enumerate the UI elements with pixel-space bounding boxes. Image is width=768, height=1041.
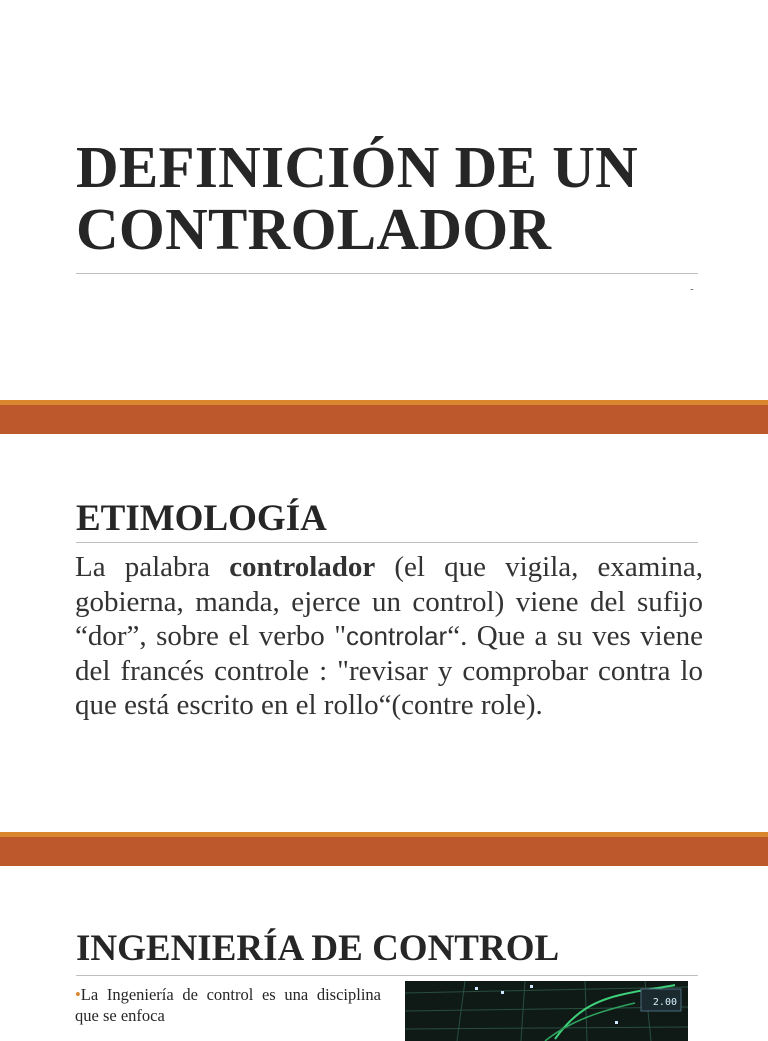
slide-title (0, 0, 768, 400)
heading-divider (76, 975, 698, 976)
etymology-paragraph (75, 550, 703, 723)
title-line-1: DEFINICIÓN DE UN (76, 134, 639, 200)
control-panel-illustration (405, 981, 688, 1041)
readout-value: 2.00 (652, 997, 677, 1008)
slide-ingenieria (0, 866, 768, 1024)
text-run: (el que vigila, examina, gobierna, manda, ejerce un control) viene del sufijo “dor”, sobre el verbo " (75, 551, 704, 653)
text-run: “. Que a su ves viene del francés controle : "revisar y comprobar contra lo que está escrito en el rollo“(contre role). (75, 620, 703, 722)
control-panel-photo (405, 981, 688, 1041)
section-heading: ETIMOLOGÍA (76, 498, 327, 539)
heading-divider (76, 542, 698, 543)
bullet-text: La Ingeniería de control es una disciplina que se enfoca (75, 985, 381, 1025)
text-run: La palabra (75, 551, 230, 583)
title-line-2: CONTROLADOR (76, 196, 552, 262)
bullet-paragraph (75, 984, 381, 1026)
verb-term: controlar (346, 621, 448, 652)
slide-etimologia (0, 434, 768, 832)
page-title (76, 136, 638, 260)
bullet-icon: • (75, 985, 81, 1004)
title-divider (76, 273, 698, 274)
slide-separator-band (0, 832, 768, 866)
subtitle-placeholder: - (690, 283, 694, 295)
section-heading: INGENIERÍA DE CONTROL (76, 928, 560, 969)
bold-term: controlador (229, 551, 376, 583)
slide-separator-band (0, 400, 768, 434)
